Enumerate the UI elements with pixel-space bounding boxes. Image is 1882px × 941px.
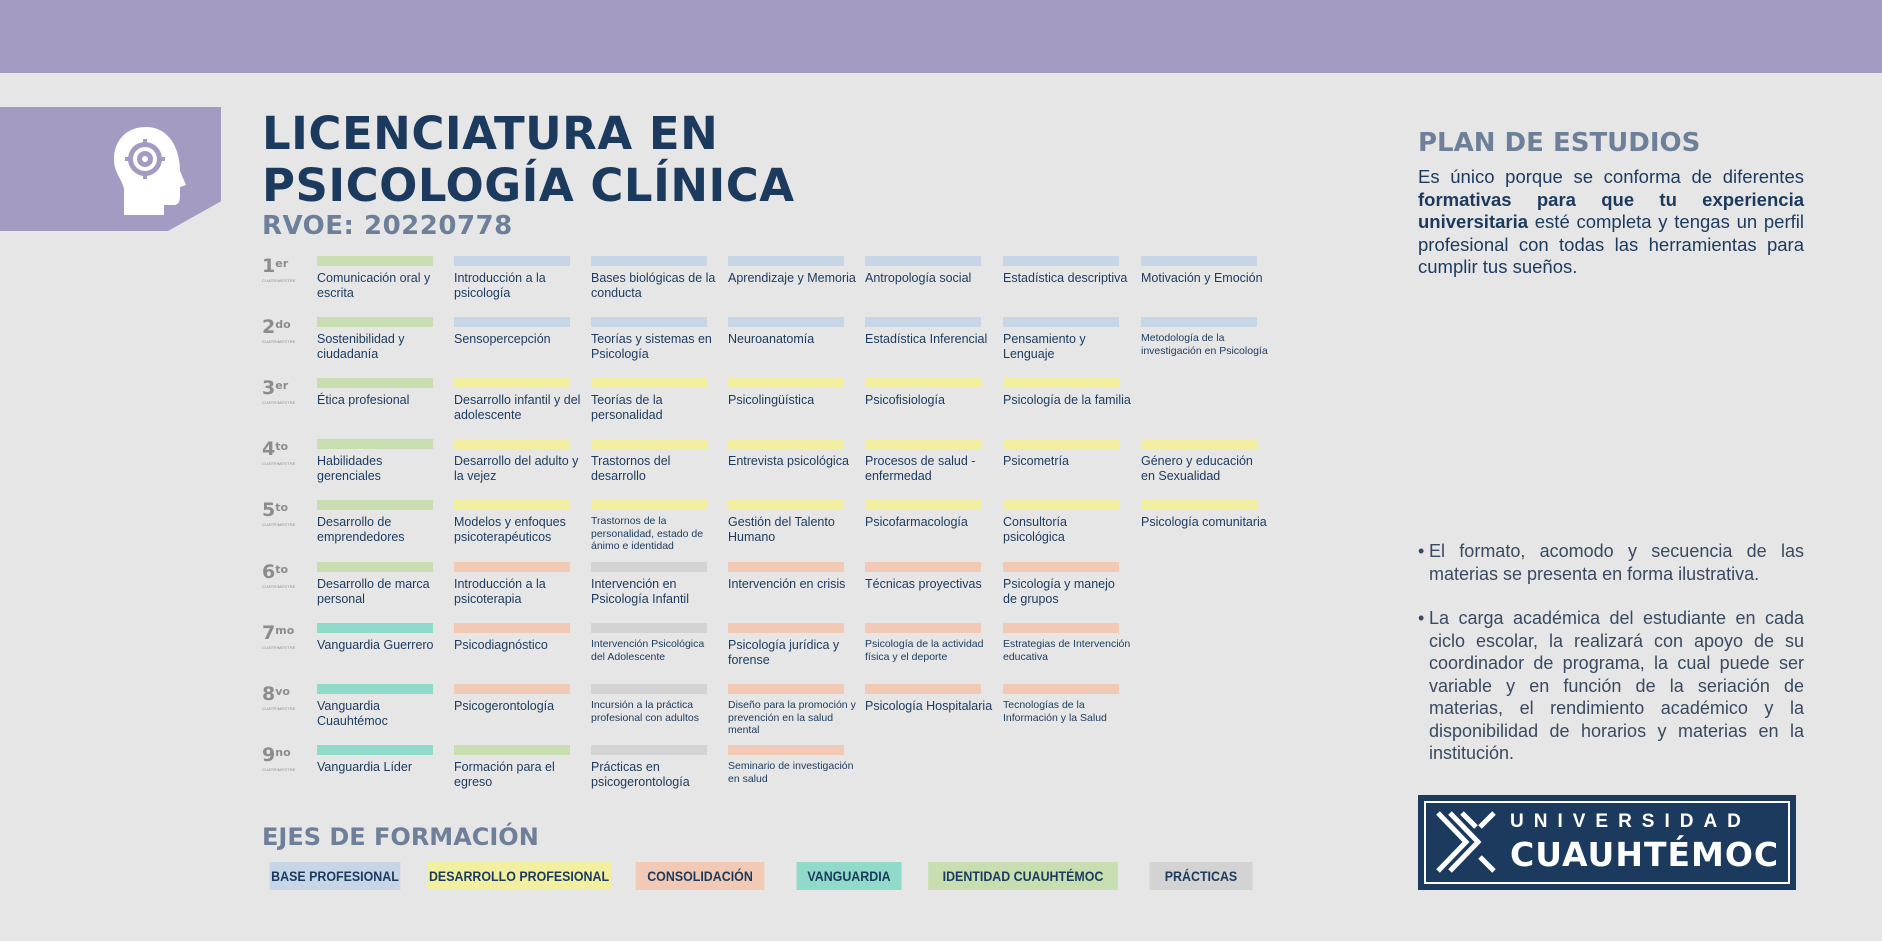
course-name: Vanguardia Guerrero [317, 638, 434, 652]
course-name: Habilidades gerenciales [317, 454, 383, 483]
semester-label [262, 317, 302, 344]
course-name: Metodología de la investigación en Psicología [1141, 332, 1268, 357]
curriculum-grid [262, 256, 1272, 806]
course-cell [865, 378, 993, 408]
course-axis-bar [591, 562, 707, 572]
course-cell [454, 745, 582, 789]
semester-label [262, 500, 302, 527]
course-axis-bar [591, 439, 707, 449]
course-cell [591, 256, 719, 300]
course-axis-bar [454, 562, 570, 572]
course-cell [591, 562, 719, 606]
course-name: Diseño para la promoción y prevención en la salud mental [728, 699, 856, 736]
semester-sub: CUATRIMESTRE [262, 706, 296, 711]
course-axis-bar [1141, 317, 1257, 327]
course-name: Psicofarmacología [865, 515, 968, 529]
course-name: Vanguardia Líder [317, 760, 412, 774]
semester-number [262, 684, 302, 704]
plan-text-a: Es único porque se conforma de diferentes [1418, 166, 1804, 187]
course-cell [1141, 439, 1269, 483]
course-axis-bar [1003, 500, 1119, 510]
semester-suffix: to [275, 440, 289, 453]
semester-number [262, 562, 302, 582]
course-axis-bar [454, 256, 570, 266]
legend-label: BASE PROFESIONAL [271, 868, 399, 884]
course-cell [454, 684, 582, 714]
course-cell [865, 500, 993, 530]
course-cell [865, 623, 993, 663]
course-cell [865, 256, 993, 286]
semester-label [262, 745, 302, 772]
semester-number [262, 745, 302, 765]
semester-label [262, 684, 302, 711]
course-name: Desarrollo del adulto y la vejez [454, 454, 579, 483]
course-axis-bar [591, 256, 707, 266]
course-cell [1141, 317, 1269, 357]
course-cell [1003, 439, 1131, 469]
course-cell [591, 439, 719, 483]
plan-text-b: formativas para que tu experiencia universitaria [1418, 188, 1804, 232]
course-axis-bar [454, 317, 570, 327]
course-cell [728, 256, 856, 286]
course-axis-bar [317, 500, 433, 510]
course-axis-bar [1003, 256, 1119, 266]
course-cell [591, 745, 719, 789]
course-cell [317, 439, 445, 483]
notes-list [1418, 540, 1804, 787]
semester-suffix: er [275, 257, 289, 270]
course-axis-bar [454, 745, 570, 755]
course-axis-bar [1003, 623, 1119, 633]
course-name: Psicología de la actividad física y el deporte [865, 638, 984, 663]
course-axis-bar [591, 500, 707, 510]
semester-number [262, 500, 302, 520]
course-cell [317, 500, 445, 544]
course-name: Aprendizaje y Memoria [728, 271, 856, 285]
head-gear-icon [112, 125, 188, 217]
top-banner [0, 0, 1882, 73]
course-name: Prácticas en psicogerontología [591, 760, 690, 789]
course-axis-bar [865, 256, 981, 266]
semester-sub: CUATRIMESTRE [262, 278, 296, 283]
course-name: Neuroanatomía [728, 332, 815, 346]
header-icon-box [0, 107, 221, 231]
course-cell [454, 562, 582, 606]
semester-digit: 6 [262, 561, 276, 583]
course-cell [1003, 500, 1131, 544]
semester-sub: CUATRIMESTRE [262, 522, 296, 527]
course-cell [1141, 256, 1269, 286]
course-name: Introducción a la psicoterapia [454, 577, 546, 606]
course-axis-bar [728, 562, 844, 572]
rvoe-code: RVOE: 20220778 [262, 211, 513, 241]
course-name: Teorías y sistemas en Psicología [591, 332, 712, 361]
semester-sub: CUATRIMESTRE [262, 461, 296, 466]
course-cell [1141, 500, 1269, 530]
course-axis-bar [1141, 256, 1257, 266]
course-axis-bar [317, 745, 433, 755]
course-name: Psicología Hospitalaria [865, 699, 993, 713]
ejes-title: EJES DE FORMACIÓN [262, 823, 539, 851]
course-axis-bar [1003, 439, 1119, 449]
course-cell [728, 623, 856, 667]
legend-label: PRÁCTICAS [1164, 868, 1238, 884]
course-cell [591, 684, 719, 724]
semester-suffix: to [275, 563, 289, 576]
course-cell [317, 684, 445, 728]
program-title [262, 108, 795, 212]
course-cell [728, 562, 856, 592]
semester-digit: 9 [262, 744, 276, 766]
course-cell [865, 684, 993, 714]
course-cell [1003, 684, 1131, 724]
semester-digit: 2 [262, 316, 276, 338]
course-axis-bar [728, 378, 844, 388]
course-axis-bar [865, 684, 981, 694]
course-axis-bar [454, 684, 570, 694]
course-cell [865, 439, 993, 483]
plan-description [1418, 166, 1804, 279]
legend-item [636, 862, 765, 890]
course-axis-bar [591, 623, 707, 633]
course-axis-bar [1003, 562, 1119, 572]
course-name: Psicogerontología [454, 699, 555, 713]
legend-item [797, 862, 902, 890]
course-cell [1003, 256, 1131, 286]
course-cell [454, 623, 582, 653]
note-item: • El formato, acomodo y secuencia de las materias se presenta en forma ilustrativa. [1418, 541, 1804, 584]
semester-label [262, 378, 302, 405]
course-axis-bar [728, 500, 844, 510]
course-name: Trastornos del desarrollo [591, 454, 671, 483]
semester-sub: CUATRIMESTRE [262, 339, 296, 344]
course-axis-bar [317, 317, 433, 327]
course-name: Psicología comunitaria [1141, 515, 1267, 529]
course-name: Estrategias de Intervención educativa [1003, 638, 1131, 663]
semester-digit: 7 [262, 622, 276, 644]
course-axis-bar [317, 623, 433, 633]
legend-label: VANGUARDIA [807, 868, 891, 884]
course-axis-bar [454, 439, 570, 449]
course-name: Vanguardia Cuauhtémoc [317, 699, 388, 728]
logo-line-2: CUAUHTÉMOC [1510, 835, 1780, 874]
course-axis-bar [865, 623, 981, 633]
legend-item [270, 862, 401, 890]
course-name: Ética profesional [317, 393, 410, 407]
university-logo [1418, 795, 1796, 890]
course-cell [728, 378, 856, 408]
course-name: Introducción a la psicología [454, 271, 546, 300]
course-axis-bar [591, 684, 707, 694]
course-cell [1003, 378, 1131, 408]
course-name: Desarrollo infantil y del adolescente [454, 393, 581, 422]
semester-suffix: do [275, 318, 291, 331]
course-cell [1003, 317, 1131, 361]
course-cell [728, 684, 856, 737]
semester-sub: CUATRIMESTRE [262, 400, 296, 405]
course-cell [591, 500, 719, 553]
course-cell [591, 378, 719, 422]
course-cell [454, 439, 582, 483]
course-axis-bar [591, 378, 707, 388]
course-name: Antropología social [865, 271, 972, 285]
course-name: Psicolingüística [728, 393, 815, 407]
course-name: Procesos de salud - enfermedad [865, 454, 976, 483]
semester-number [262, 256, 302, 276]
course-cell [454, 256, 582, 300]
course-cell [865, 317, 993, 347]
title-line-2: PSICOLOGÍA CLÍNICA [262, 159, 795, 212]
note-text: La carga académica del estudiante en cada ciclo escolar, la realizará con apoyo de su coordinador de programa, la cual puede ser variable y en función de la seriación de materias, el rendimiento académico y la disponibilidad de horarios y materias en la institución. [1429, 608, 1804, 763]
legend-label: DESARROLLO PROFESIONAL [428, 868, 610, 884]
legend-label: CONSOLIDACIÓN [647, 868, 753, 884]
course-cell [728, 439, 856, 469]
plan-title: PLAN DE ESTUDIOS [1418, 128, 1701, 158]
semester-number [262, 623, 302, 643]
course-axis-bar [1141, 500, 1257, 510]
course-name: Intervención Psicológica del Adolescente [591, 638, 705, 663]
cuauhtemoc-emblem-icon [1432, 807, 1502, 877]
semester-suffix: er [275, 379, 289, 392]
semester-suffix: no [275, 746, 291, 759]
title-line-1: LICENCIATURA EN [262, 107, 719, 160]
course-name: Desarrollo de emprendedores [317, 515, 405, 544]
course-name: Psicología jurídica y forense [728, 638, 840, 667]
course-axis-bar [454, 500, 570, 510]
course-name: Intervención en Psicología Infantil [591, 577, 689, 606]
course-cell [317, 623, 445, 653]
course-name: Gestión del Talento Humano [728, 515, 835, 544]
course-axis-bar [728, 317, 844, 327]
semester-suffix: mo [275, 624, 295, 637]
semester-label [262, 439, 302, 466]
course-axis-bar [591, 745, 707, 755]
legend-item [427, 862, 611, 890]
course-cell [454, 317, 582, 347]
course-axis-bar [865, 562, 981, 572]
semester-number [262, 378, 302, 398]
course-axis-bar [728, 684, 844, 694]
semester-suffix: vo [275, 685, 290, 698]
course-cell [317, 562, 445, 606]
course-cell [865, 562, 993, 592]
course-cell [728, 745, 856, 785]
course-cell [591, 623, 719, 663]
plan-text-c: esté completa y tengas un perfil profesional con todas las herramientas para cumplir tus sueños. [1418, 211, 1804, 277]
course-axis-bar [317, 562, 433, 572]
legend-label: IDENTIDAD CUAUHTÉMOC [942, 868, 1104, 884]
semester-sub: CUATRIMESTRE [262, 584, 296, 589]
course-name: Estadística descriptiva [1003, 271, 1128, 285]
course-cell [317, 745, 445, 775]
semester-label [262, 623, 302, 650]
course-cell [317, 317, 445, 361]
course-axis-bar [1003, 317, 1119, 327]
course-axis-bar [317, 684, 433, 694]
course-name: Bases biológicas de la conducta [591, 271, 716, 300]
course-name: Psicometría [1003, 454, 1069, 468]
course-cell [454, 500, 582, 544]
semester-digit: 4 [262, 438, 276, 460]
course-axis-bar [728, 256, 844, 266]
course-name: Incursión a la práctica profesional con adultos [591, 699, 699, 724]
course-axis-bar [865, 439, 981, 449]
course-name: Psicodiagnóstico [454, 638, 548, 652]
course-name: Entrevista psicológica [728, 454, 849, 468]
legend-item [1149, 862, 1252, 890]
course-cell [317, 256, 445, 300]
course-name: Tecnologías de la Información y la Salud [1003, 699, 1107, 724]
course-axis-bar [1003, 684, 1119, 694]
course-cell [317, 378, 445, 408]
semester-sub: CUATRIMESTRE [262, 767, 296, 772]
course-axis-bar [728, 745, 844, 755]
course-axis-bar [1003, 378, 1119, 388]
note-item: • La carga académica del estudiante en cada ciclo escolar, la realizará con apoyo de su coordinador de programa, la cual puede ser variable y en función de la seriación de materias, el rendimiento académico y la disponibilidad de horarios y materias en la institución. [1418, 608, 1804, 763]
semester-label [262, 256, 302, 283]
semester-digit: 1 [262, 255, 276, 277]
course-axis-bar [1141, 439, 1257, 449]
course-cell [728, 500, 856, 544]
course-axis-bar [454, 378, 570, 388]
course-name: Intervención en crisis [728, 577, 846, 591]
course-axis-bar [317, 256, 433, 266]
course-name: Teorías de la personalidad [591, 393, 663, 422]
course-axis-bar [865, 500, 981, 510]
note-text: El formato, acomodo y secuencia de las materias se presenta en forma ilustrativa. [1429, 541, 1804, 584]
course-name: Estadística Inferencial [865, 332, 988, 346]
semester-sub: CUATRIMESTRE [262, 645, 296, 650]
course-name: Desarrollo de marca personal [317, 577, 430, 606]
semester-label [262, 562, 302, 589]
course-name: Psicología y manejo de grupos [1003, 577, 1115, 606]
course-name: Técnicas proyectivas [865, 577, 982, 591]
course-name: Comunicación oral y escrita [317, 271, 431, 300]
course-axis-bar [865, 378, 981, 388]
course-cell [1003, 562, 1131, 606]
course-cell [591, 317, 719, 361]
semester-suffix: to [275, 501, 289, 514]
course-name: Trastornos de la personalidad, estado de ánimo e identidad [591, 515, 704, 552]
logo-line-1: UNIVERSIDAD [1510, 811, 1751, 832]
course-name: Género y educación en Sexualidad [1141, 454, 1253, 483]
semester-number [262, 317, 302, 337]
course-axis-bar [454, 623, 570, 633]
course-name: Psicofisiología [865, 393, 945, 407]
course-name: Pensamiento y Lenguaje [1003, 332, 1086, 361]
course-name: Sensopercepción [454, 332, 551, 346]
course-axis-bar [591, 317, 707, 327]
semester-digit: 3 [262, 377, 276, 399]
course-axis-bar [728, 623, 844, 633]
course-cell [1003, 623, 1131, 663]
semester-number [262, 439, 302, 459]
course-cell [728, 317, 856, 347]
semester-digit: 8 [262, 683, 276, 705]
course-axis-bar [865, 317, 981, 327]
course-axis-bar [317, 378, 433, 388]
semester-digit: 5 [262, 499, 276, 521]
course-name: Sostenibilidad y ciudadanía [317, 332, 405, 361]
course-cell [454, 378, 582, 422]
course-name: Motivación y Emoción [1141, 271, 1263, 285]
course-name: Formación para el egreso [454, 760, 555, 789]
course-name: Modelos y enfoques psicoterapéuticos [454, 515, 566, 544]
course-name: Consultoría psicológica [1003, 515, 1067, 544]
course-name: Seminario de investigación en salud [728, 760, 854, 785]
legend-item [928, 862, 1118, 890]
course-axis-bar [317, 439, 433, 449]
course-axis-bar [728, 439, 844, 449]
course-name: Psicología de la familia [1003, 393, 1131, 407]
